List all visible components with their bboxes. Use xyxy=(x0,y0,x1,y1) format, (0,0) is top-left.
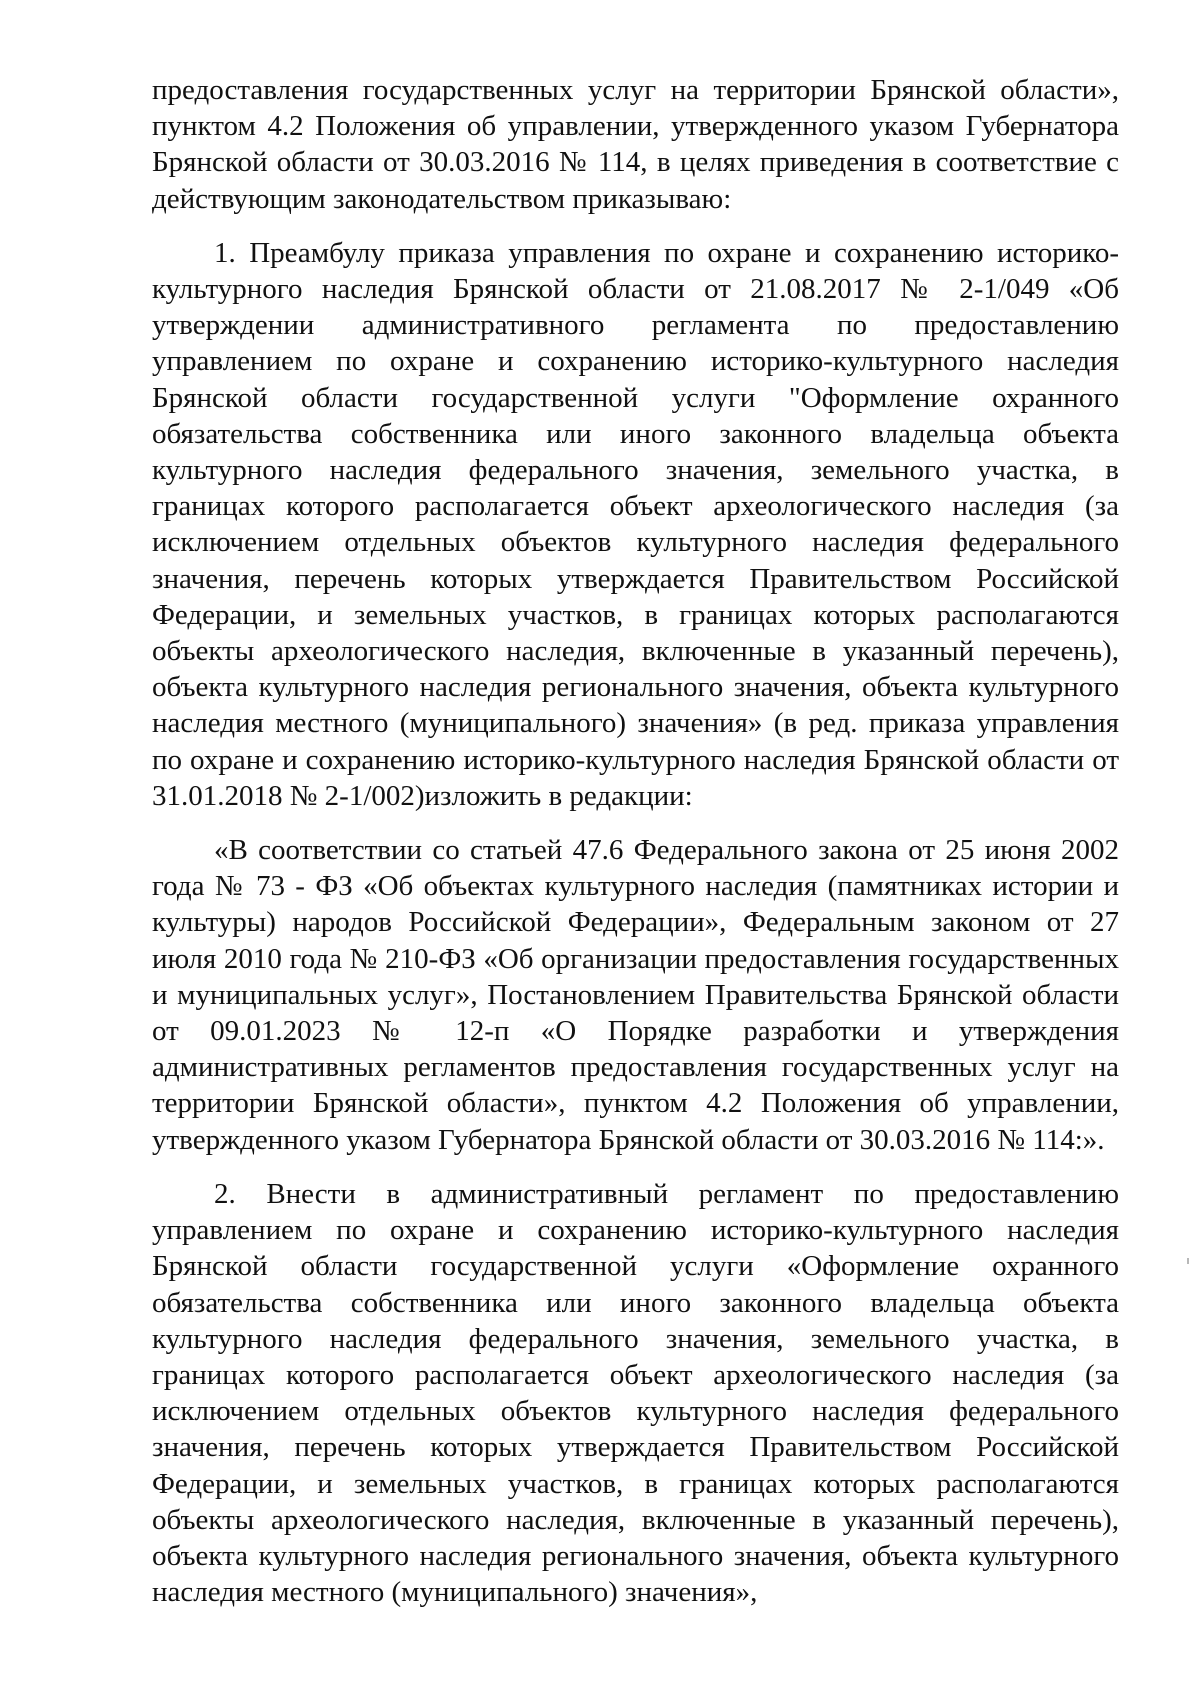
document-body xyxy=(152,72,1119,1610)
quoted-preamble-paragraph: «В соответствии со статьей 47.6 Федерального закона от 25 июня 2002 года № 73 - ФЗ «Об объектах культурного наследия (памятниках истории и культуры) народов Российской Федерации», Федеральным законом от 27 июля 2010 года № 210-ФЗ «Об организации предоставления государственных и муниципальных услуг», Постановлением Правительства Брянской области от 09.01.2023 № 12-п «О Порядке разработки и утверждения административных регламентов предоставления государственных услуг на территории Брянской области», пунктом 4.2 Положения об управлении, утвержденного указом Губернатора Брянской области от 30.03.2016 № 114:». xyxy=(152,834,1119,1156)
item-1-paragraph: 1. Преамбулу приказа управления по охране и сохранению историко-культурного наследия Брянской области от 21.08.2017 № 2-1/049 «Об утверждении административного регламента по предоставлению управлением по охране и сохранению историко-культурного наследия Брянской области государственной услуги "Оформление охранного обязательства собственника или иного законного владельца объекта культурного наследия федерального значения, земельного участка, в границах которого располагается объект археологического наследия (за исключением отдельных объектов культурного наследия федерального значения, перечень которых утверждается Правительством Российской Федерации, и земельных участков, в границах которых располагаются объекты археологического наследия, включенные в указанный перечень), объекта культурного наследия регионального значения, объекта культурного наследия местного (муниципального) значения» (в ред. приказа управления по охране и сохранению историко-культурного наследия Брянской области от 31.01.2018 № 2-1/002)изложить в редакции: xyxy=(152,236,1119,812)
intro-paragraph: предоставления государственных услуг на территории Брянской области», пунктом 4.2 Положения об управлении, утвержденного указом Губернатора Брянской области от 30.03.2016 № 114, в целях приведения в соответствие с действующим законодательством приказываю: xyxy=(152,74,1119,215)
item-2-paragraph: 2. Внести в административный регламент по предоставлению управлением по охране и сохранению историко-культурного наследия Брянской области государственной услуги «Оформление охранного обязательства собственника или иного законного владельца объекта культурного наследия федерального значения, земельного участка, в границах которого располагается объект археологического наследия (за исключением отдельных объектов культурного наследия федерального значения, перечень которых утверждается Правительством Российской Федерации, и земельных участков, в границах которых располагаются объекты археологического наследия, включенные в указанный перечень), объекта культурного наследия регионального значения, объекта культурного наследия местного (муниципального) значения», xyxy=(152,1177,1119,1609)
scan-edge-mark xyxy=(1187,1258,1189,1264)
